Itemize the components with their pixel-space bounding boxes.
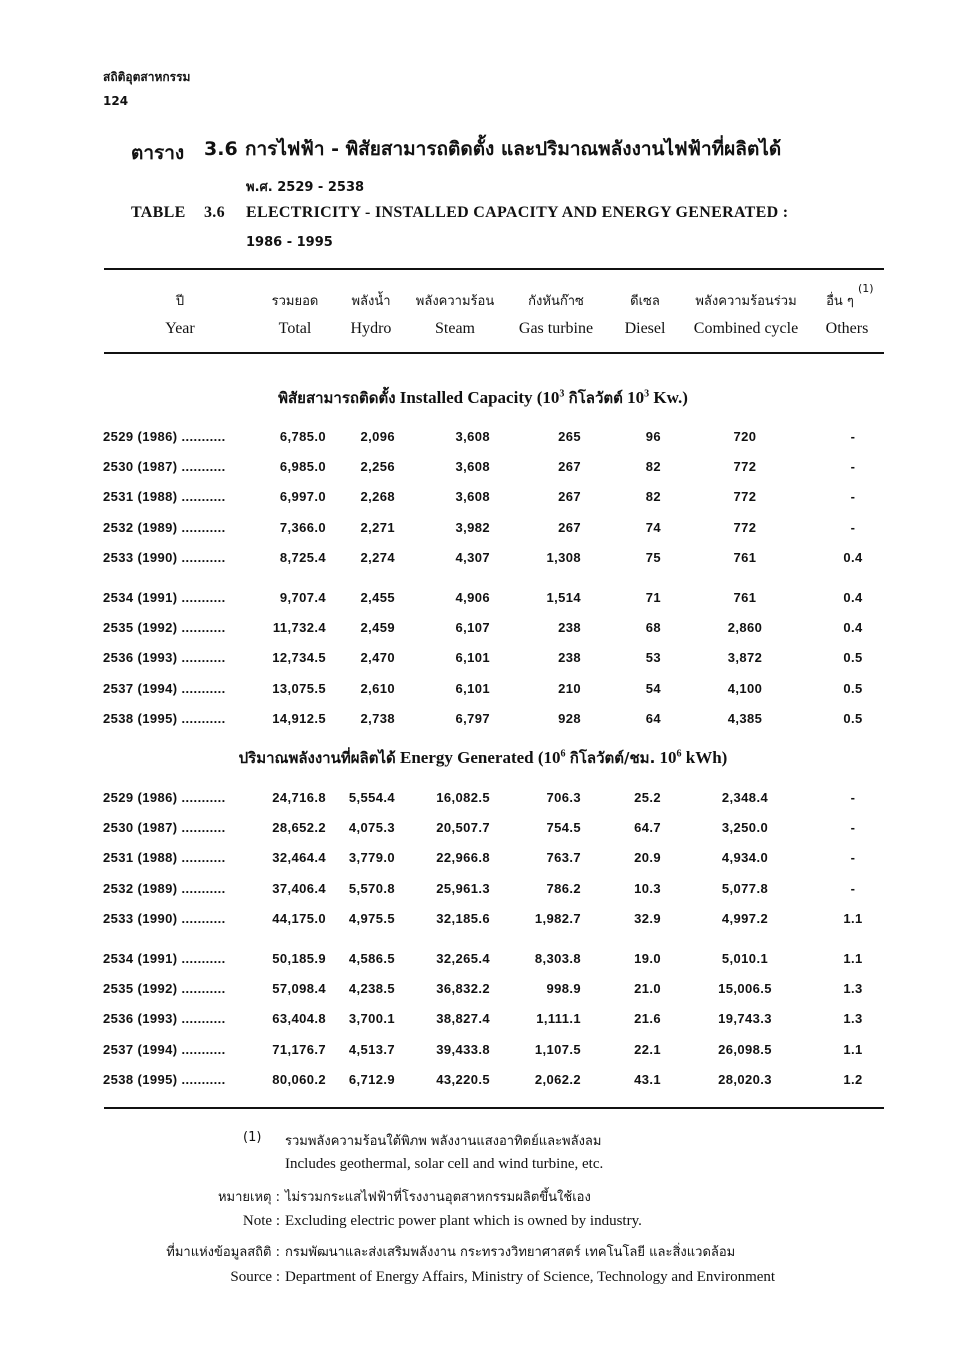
cell-oth: 1.1 bbox=[843, 1041, 863, 1057]
cell-gas: 1,107.5 bbox=[534, 1041, 581, 1057]
cell-steam: 25,961.3 bbox=[436, 880, 490, 896]
title-en-label: TABLE bbox=[131, 204, 186, 221]
cell-steam: 43,220.5 bbox=[436, 1071, 490, 1087]
section1-mid: 10 bbox=[627, 388, 645, 407]
section1-th: พิสัยสามารถติดตั้ง bbox=[278, 389, 396, 407]
cell-diesel: 25.2 bbox=[634, 790, 661, 805]
cell-comb: 3,250.0 bbox=[721, 820, 769, 836]
title-number: 3.6 bbox=[204, 138, 238, 160]
cell-oth: - bbox=[850, 820, 856, 836]
cell-total: 6,785.0 bbox=[279, 429, 326, 444]
cell-hydro: 2,459 bbox=[360, 620, 395, 636]
cell-total: 71,176.7 bbox=[272, 1041, 326, 1057]
cell-diesel: 64.7 bbox=[634, 820, 661, 836]
cell-total: 9,707.4 bbox=[279, 590, 326, 605]
cell-total: 50,185.9 bbox=[272, 951, 326, 966]
cell-hydro: 4,513.7 bbox=[348, 1041, 395, 1057]
cell-gas: 706.3 bbox=[546, 790, 581, 805]
cell-oth: - bbox=[850, 790, 856, 805]
cell-steam: 20,507.7 bbox=[436, 820, 490, 836]
col-total-en: Total bbox=[278, 320, 312, 337]
cell-comb: 19,743.3 bbox=[718, 1011, 772, 1027]
table-row bbox=[0, 881, 966, 905]
cell-diesel: 43.1 bbox=[634, 1071, 661, 1087]
cell-steam: 32,265.4 bbox=[436, 951, 490, 966]
cell-comb: 26,098.5 bbox=[718, 1041, 772, 1057]
cell-steam: 6,101 bbox=[455, 680, 490, 696]
cell-oth: 0.5 bbox=[843, 710, 863, 726]
cell-hydro: 5,570.8 bbox=[348, 880, 395, 896]
cell-year: 2530 (1987) ........... bbox=[103, 820, 226, 836]
col-others-en: Others bbox=[825, 320, 869, 337]
cell-steam: 16,082.5 bbox=[436, 790, 490, 805]
cell-gas: 238 bbox=[558, 650, 581, 666]
cell-oth: 0.5 bbox=[843, 680, 863, 696]
cell-steam: 32,185.6 bbox=[436, 910, 490, 926]
cell-gas: 998.9 bbox=[546, 981, 581, 997]
cell-total: 28,652.2 bbox=[272, 820, 326, 836]
cell-gas: 1,982.7 bbox=[534, 910, 581, 926]
cell-comb: 2,348.4 bbox=[721, 790, 769, 805]
table-row bbox=[0, 711, 966, 735]
footnote1-th: รวมพลังความร้อนใต้พิภพ พลังงานแสงอาทิตย์และพลังลม bbox=[285, 1134, 602, 1149]
cell-diesel: 32.9 bbox=[634, 910, 661, 926]
cell-steam: 6,797 bbox=[455, 710, 490, 726]
col-steam-th: พลังความร้อน bbox=[415, 294, 495, 309]
cell-oth: 1.1 bbox=[843, 910, 863, 926]
cell-steam: 4,906 bbox=[455, 590, 490, 605]
cell-diesel: 82 bbox=[645, 489, 661, 505]
cell-steam: 4,307 bbox=[455, 549, 490, 565]
cell-total: 63,404.8 bbox=[272, 1011, 326, 1027]
section1-en: Installed Capacity (10 bbox=[399, 388, 560, 407]
section1-sup1: 3 bbox=[559, 388, 565, 400]
cell-total: 57,098.4 bbox=[272, 981, 326, 997]
cell-year: 2538 (1995) ........... bbox=[103, 1071, 226, 1087]
table-row bbox=[0, 820, 966, 844]
cell-hydro: 2,274 bbox=[360, 549, 395, 565]
cell-gas: 238 bbox=[558, 620, 581, 636]
cell-year: 2533 (1990) ........... bbox=[103, 549, 226, 565]
cell-year: 2531 (1988) ........... bbox=[103, 489, 226, 505]
cell-hydro: 2,096 bbox=[360, 429, 395, 444]
cell-total: 6,997.0 bbox=[279, 489, 326, 505]
cell-year: 2535 (1992) ........... bbox=[103, 620, 226, 636]
cell-comb: 4,385 bbox=[727, 710, 763, 726]
cell-year: 2535 (1992) ........... bbox=[103, 981, 226, 997]
table-bottom-rule bbox=[104, 1107, 884, 1109]
cell-year: 2536 (1993) ........... bbox=[103, 1011, 226, 1027]
cell-year: 2530 (1987) ........... bbox=[103, 459, 226, 475]
cell-comb: 761 bbox=[733, 590, 757, 605]
cell-year: 2529 (1986) ........... bbox=[103, 790, 226, 805]
cell-year: 2534 (1991) ........... bbox=[103, 590, 226, 605]
cell-hydro: 2,268 bbox=[360, 489, 395, 505]
cell-comb: 3,872 bbox=[727, 650, 763, 666]
cell-steam: 36,832.2 bbox=[436, 981, 490, 997]
note-th-label: หมายเหตุ : bbox=[217, 1190, 280, 1205]
cell-hydro: 4,975.5 bbox=[348, 910, 395, 926]
cell-comb: 2,860 bbox=[727, 620, 763, 636]
col-diesel-en: Diesel bbox=[624, 320, 666, 337]
cell-year: 2532 (1989) ........... bbox=[103, 880, 226, 896]
table-row bbox=[0, 850, 966, 874]
cell-hydro: 3,700.1 bbox=[348, 1011, 395, 1027]
table-row bbox=[0, 790, 966, 814]
cell-steam: 6,101 bbox=[455, 650, 490, 666]
section2-en: Energy Generated (10 bbox=[400, 748, 561, 767]
cell-comb: 4,100 bbox=[727, 680, 763, 696]
cell-hydro: 6,712.9 bbox=[348, 1071, 395, 1087]
cell-gas: 265 bbox=[558, 429, 581, 444]
col-others-th: อื่น ๆ bbox=[826, 294, 854, 309]
cell-hydro: 5,554.4 bbox=[348, 790, 395, 805]
title-en-text: ELECTRICITY - INSTALLED CAPACITY AND ENERGY GENERATED : bbox=[246, 204, 789, 221]
cell-total: 11,732.4 bbox=[272, 620, 326, 636]
cell-total: 37,406.4 bbox=[272, 880, 326, 896]
cell-oth: - bbox=[850, 459, 856, 475]
col-total-th: รวมยอด bbox=[271, 294, 319, 309]
cell-comb: 4,934.0 bbox=[721, 850, 769, 866]
cell-total: 13,075.5 bbox=[272, 680, 326, 696]
cell-oth: - bbox=[850, 489, 856, 505]
section2-th: ปริมาณพลังงานที่ผลิตได้ bbox=[238, 749, 396, 767]
cell-hydro: 2,271 bbox=[360, 519, 395, 535]
cell-steam: 39,433.8 bbox=[436, 1041, 490, 1057]
cell-comb: 772 bbox=[733, 459, 757, 475]
table-row bbox=[0, 650, 966, 674]
cell-hydro: 2,738 bbox=[360, 710, 395, 726]
cell-hydro: 4,075.3 bbox=[348, 820, 395, 836]
note-en: Excluding electric power plant which is owned by industry. bbox=[285, 1213, 642, 1229]
table-row bbox=[0, 681, 966, 705]
cell-total: 8,725.4 bbox=[279, 549, 326, 565]
cell-comb: 15,006.5 bbox=[718, 981, 772, 997]
cell-gas: 763.7 bbox=[546, 850, 581, 866]
cell-diesel: 19.0 bbox=[634, 951, 661, 966]
cell-oth: 0.4 bbox=[843, 620, 863, 636]
source-en: Department of Energy Affairs, Ministry of Science, Technology and Environment bbox=[285, 1269, 776, 1285]
cell-year: 2534 (1991) ........... bbox=[103, 951, 226, 966]
cell-gas: 1,111.1 bbox=[536, 1011, 581, 1027]
cell-total: 44,175.0 bbox=[272, 910, 326, 926]
cell-hydro: 2,455 bbox=[360, 590, 395, 605]
title-en-years: 1986 - 1995 bbox=[246, 235, 333, 250]
cell-gas: 754.5 bbox=[546, 820, 581, 836]
section1-unit: Kw.) bbox=[653, 388, 688, 407]
section2-sup1: 6 bbox=[560, 748, 566, 760]
section2-sup2: 6 bbox=[676, 748, 682, 760]
cell-hydro: 4,238.5 bbox=[348, 981, 395, 997]
cell-diesel: 54 bbox=[645, 680, 661, 696]
cell-diesel: 20.9 bbox=[634, 850, 661, 866]
title-en-number: 3.6 bbox=[204, 204, 225, 221]
cell-hydro: 3,779.0 bbox=[348, 850, 395, 866]
col-combined-en: Combined cycle bbox=[693, 320, 799, 337]
cell-hydro: 2,256 bbox=[360, 459, 395, 475]
cell-steam: 38,827.4 bbox=[436, 1011, 490, 1027]
table-row bbox=[0, 1042, 966, 1066]
title-th-years: พ.ศ. 2529 - 2538 bbox=[246, 180, 365, 195]
cell-comb: 4,997.2 bbox=[721, 910, 769, 926]
cell-steam: 3,608 bbox=[455, 429, 490, 444]
table-row bbox=[0, 520, 966, 544]
cell-year: 2537 (1994) ........... bbox=[103, 680, 226, 696]
cell-oth: 1.3 bbox=[843, 981, 863, 997]
cell-year: 2529 (1986) ........... bbox=[103, 429, 226, 444]
cell-diesel: 75 bbox=[645, 549, 661, 565]
cell-comb: 772 bbox=[733, 519, 757, 535]
table-row bbox=[0, 590, 966, 614]
section2-unit: kWh) bbox=[685, 748, 728, 767]
page-number: 124 bbox=[103, 94, 129, 108]
table-row bbox=[0, 1011, 966, 1035]
cell-diesel: 96 bbox=[645, 429, 661, 444]
cell-total: 32,464.4 bbox=[272, 850, 326, 866]
cell-year: 2537 (1994) ........... bbox=[103, 1041, 226, 1057]
col-diesel-th: ดีเซล bbox=[630, 294, 660, 309]
col-year-th: ปี bbox=[175, 294, 185, 309]
cell-oth: 1.3 bbox=[843, 1011, 863, 1027]
col-gas-en: Gas turbine bbox=[518, 320, 594, 337]
table-row bbox=[0, 459, 966, 483]
cell-diesel: 22.1 bbox=[634, 1041, 661, 1057]
source-th-label: ที่มาแห่งข้อมูลสถิติ : bbox=[166, 1245, 280, 1260]
title-th-text: การไฟฟ้า - พิสัยสามารถติดตั้ง และปริมาณพลังงานไฟฟ้าที่ผลิตได้ bbox=[245, 138, 782, 160]
cell-hydro: 2,610 bbox=[360, 680, 395, 696]
cell-oth: 0.4 bbox=[843, 549, 863, 565]
table-row bbox=[0, 489, 966, 513]
cell-comb: 761 bbox=[733, 549, 757, 565]
cell-year: 2532 (1989) ........... bbox=[103, 519, 226, 535]
cell-gas: 267 bbox=[558, 459, 581, 475]
source-th: กรมพัฒนาและส่งเสริมพลังงาน กระทรวงวิทยาศาสตร์ เทคโนโลยี และสิ่งแวดล้อม bbox=[285, 1245, 736, 1260]
cell-total: 6,985.0 bbox=[279, 459, 326, 475]
cell-year: 2533 (1990) ........... bbox=[103, 910, 226, 926]
cell-gas: 267 bbox=[558, 519, 581, 535]
cell-diesel: 21.0 bbox=[634, 981, 661, 997]
table-row bbox=[0, 911, 966, 935]
section1-th2: กิโลวัตต์ bbox=[568, 389, 623, 407]
table-header-rule bbox=[104, 352, 884, 354]
cell-comb: 772 bbox=[733, 489, 757, 505]
cell-comb: 720 bbox=[733, 429, 757, 444]
section2-th2: กิโลวัตต์/ชม. bbox=[569, 749, 656, 767]
cell-year: 2538 (1995) ........... bbox=[103, 710, 226, 726]
col-year-en: Year bbox=[165, 320, 195, 337]
table-row bbox=[0, 550, 966, 574]
cell-gas: 1,514 bbox=[546, 590, 581, 605]
cell-hydro: 4,586.5 bbox=[348, 951, 395, 966]
cell-diesel: 74 bbox=[645, 519, 661, 535]
section-energy-heading bbox=[0, 746, 966, 770]
cell-oth: 1.2 bbox=[843, 1071, 863, 1087]
cell-year: 2536 (1993) ........... bbox=[103, 650, 226, 666]
cell-diesel: 68 bbox=[645, 620, 661, 636]
cell-comb: 28,020.3 bbox=[718, 1071, 772, 1087]
cell-gas: 210 bbox=[558, 680, 581, 696]
cell-diesel: 82 bbox=[645, 459, 661, 475]
table-top-rule bbox=[104, 268, 884, 270]
cell-gas: 786.2 bbox=[546, 880, 581, 896]
footnote1-en: Includes geothermal, solar cell and wind turbine, etc. bbox=[285, 1156, 604, 1172]
page-category: สถิติอุตสาหกรรม bbox=[103, 70, 191, 84]
footnote1-mark: (1) bbox=[243, 1130, 262, 1145]
cell-diesel: 21.6 bbox=[634, 1011, 661, 1027]
cell-steam: 3,982 bbox=[455, 519, 490, 535]
table-row bbox=[0, 429, 966, 453]
col-hydro-th: พลังน้ำ bbox=[351, 294, 391, 309]
col-steam-en: Steam bbox=[435, 320, 475, 337]
cell-gas: 2,062.2 bbox=[534, 1071, 581, 1087]
cell-total: 14,912.5 bbox=[272, 710, 326, 726]
section2-mid: 10 bbox=[659, 748, 677, 767]
cell-oth: - bbox=[850, 880, 856, 896]
cell-diesel: 64 bbox=[645, 710, 661, 726]
cell-steam: 22,966.8 bbox=[436, 850, 490, 866]
section-installed-heading bbox=[0, 386, 966, 410]
col-hydro-en: Hydro bbox=[350, 320, 392, 337]
cell-oth: 0.5 bbox=[843, 650, 863, 666]
cell-oth: 0.4 bbox=[843, 590, 863, 605]
cell-total: 24,716.8 bbox=[272, 790, 326, 805]
cell-gas: 1,308 bbox=[546, 549, 581, 565]
col-others-note: (1) bbox=[858, 282, 874, 295]
cell-total: 7,366.0 bbox=[279, 519, 326, 535]
col-gas-th: กังหันก๊าซ bbox=[528, 294, 584, 309]
col-combined-th: พลังความร้อนร่วม bbox=[695, 294, 797, 309]
cell-diesel: 10.3 bbox=[634, 880, 661, 896]
table-row bbox=[0, 1072, 966, 1096]
table-row bbox=[0, 951, 966, 975]
section1-sup2: 3 bbox=[644, 388, 650, 400]
cell-diesel: 71 bbox=[645, 590, 661, 605]
cell-steam: 3,608 bbox=[455, 459, 490, 475]
cell-gas: 8,303.8 bbox=[534, 951, 581, 966]
cell-diesel: 53 bbox=[645, 650, 661, 666]
cell-oth: 1.1 bbox=[843, 951, 863, 966]
table-row bbox=[0, 981, 966, 1005]
cell-comb: 5,010.1 bbox=[721, 951, 769, 966]
cell-gas: 267 bbox=[558, 489, 581, 505]
cell-oth: - bbox=[850, 519, 856, 535]
cell-steam: 6,107 bbox=[455, 620, 490, 636]
table-row bbox=[0, 620, 966, 644]
cell-comb: 5,077.8 bbox=[721, 880, 769, 896]
cell-total: 80,060.2 bbox=[272, 1071, 326, 1087]
source-en-label: Source : bbox=[230, 1269, 280, 1285]
title-th-label: ตาราง bbox=[131, 142, 185, 164]
cell-hydro: 2,470 bbox=[360, 650, 395, 666]
cell-year: 2531 (1988) ........... bbox=[103, 850, 226, 866]
note-th: ไม่รวมกระแสไฟฟ้าที่โรงงานอุตสาหกรรมผลิตขึ้นใช้เอง bbox=[285, 1190, 591, 1205]
cell-gas: 928 bbox=[558, 710, 581, 726]
cell-oth: - bbox=[850, 850, 856, 866]
note-en-label: Note : bbox=[242, 1213, 280, 1229]
cell-steam: 3,608 bbox=[455, 489, 490, 505]
cell-oth: - bbox=[850, 429, 856, 444]
cell-total: 12,734.5 bbox=[272, 650, 326, 666]
